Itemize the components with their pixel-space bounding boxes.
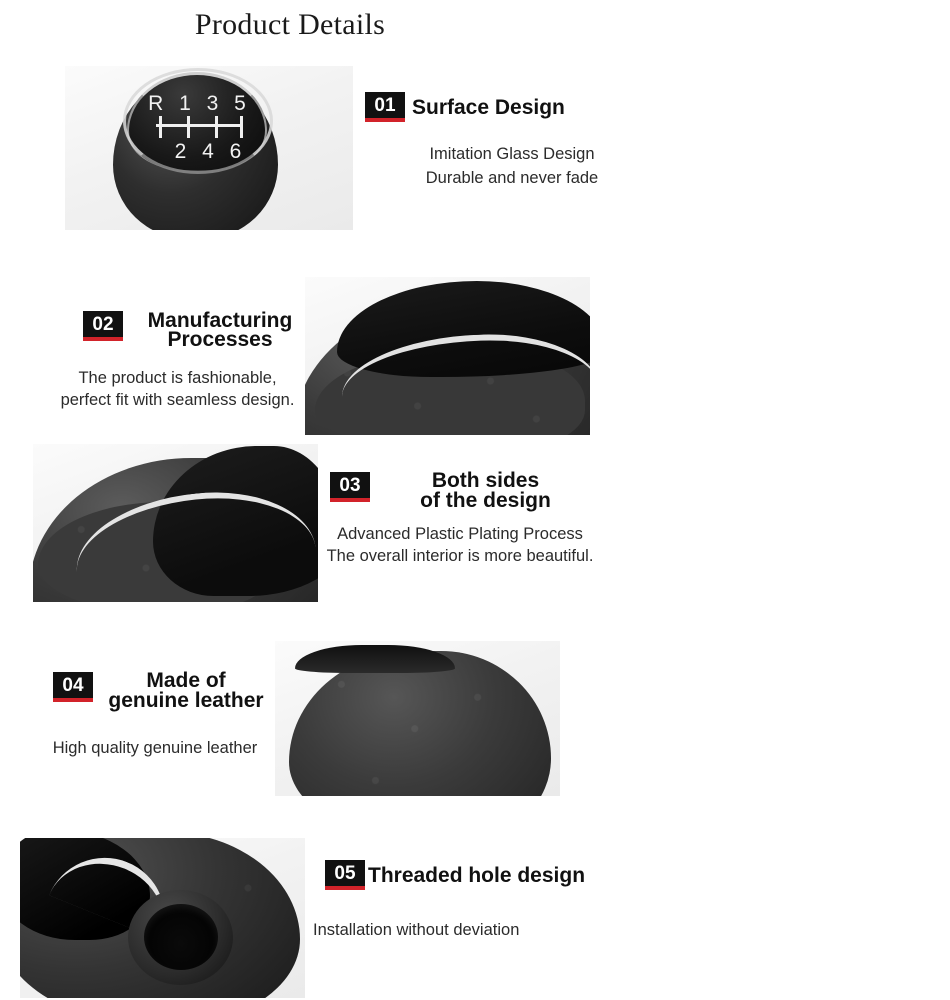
section-heading-02-line-1: Manufacturing <box>147 309 293 332</box>
gear-grid-vertical-bar-4 <box>240 116 243 138</box>
product-image-04 <box>275 641 560 796</box>
gear-grid-vertical-bar-1 <box>159 116 162 138</box>
section-description-03-line-1: Advanced Plastic Plating Process <box>337 525 583 543</box>
product-image-02 <box>305 277 590 435</box>
section-number-badge-02: 02 <box>83 311 123 341</box>
section-heading-04-line-2: genuine leather <box>108 689 264 712</box>
section-number-badge-03: 03 <box>330 472 370 502</box>
section-heading-03-line-1: Both sides <box>431 469 540 492</box>
section-description-05-line-1: Installation without deviation <box>313 921 520 939</box>
page-title: Product Details <box>194 8 386 41</box>
section-heading-03-line-2: of the design <box>420 489 551 512</box>
section-description-04-line-1: High quality genuine leather <box>52 739 258 757</box>
section-heading-02-line-2: Processes <box>167 328 273 351</box>
section-description-01-line-1: Imitation Glass Design <box>429 145 595 163</box>
gear-grid-vertical-bar-3 <box>215 116 218 138</box>
section-description-02-line-1: The product is fashionable, <box>78 369 277 387</box>
gear-pattern-bottom-row: 2 4 6 <box>174 140 247 163</box>
gear-grid-vertical-bar-2 <box>187 116 190 138</box>
section-heading-04-line-1: Made of <box>146 669 226 692</box>
gear-pattern-grid <box>147 114 252 140</box>
section-heading-01: Surface Design <box>412 96 565 119</box>
gear-grid-horizontal-bar <box>156 124 242 127</box>
section-description-01-line-2: Durable and never fade <box>425 169 599 187</box>
gear-pattern-top-row: R 1 3 5 <box>148 92 251 115</box>
section-number-badge-05: 05 <box>325 860 365 890</box>
section-description-02-line-2: perfect fit with seamless design. <box>60 391 295 409</box>
product-image-03 <box>33 444 318 602</box>
section-number-badge-04: 04 <box>53 672 93 702</box>
section-heading-05: Threaded hole design <box>368 864 586 887</box>
section-description-03-line-2: The overall interior is more beautiful. <box>326 547 594 565</box>
product-image-01 <box>65 66 353 230</box>
threaded-hole-inner-05 <box>144 904 218 970</box>
section-number-badge-01: 01 <box>365 92 405 122</box>
gear-pattern-graphic <box>147 92 252 162</box>
product-image-05 <box>20 838 305 998</box>
